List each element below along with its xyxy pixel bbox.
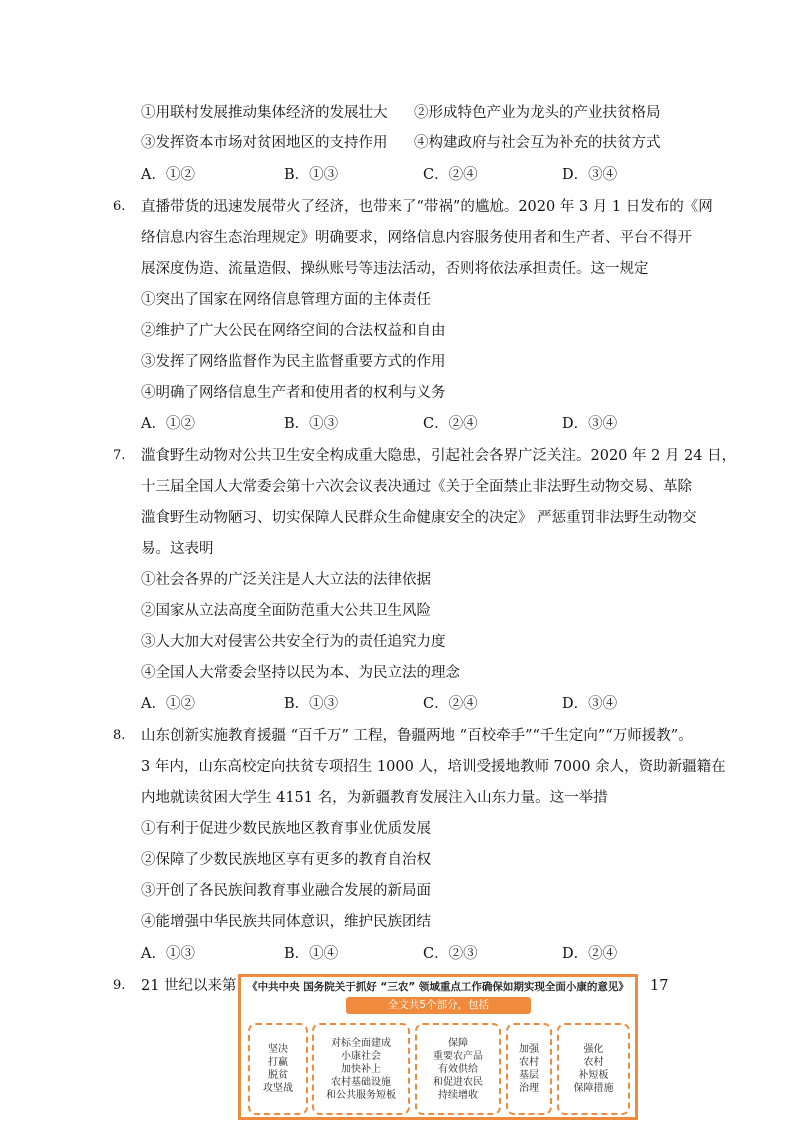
prev-choice-b[interactable]: B．①③ — [284, 167, 339, 183]
question-8-choice-b[interactable]: B．①④ — [284, 946, 339, 962]
question-8-stem-line-1: 山东创新实施教育援疆 “百千万” 工程，鲁疆两地 “百校牵手”“千生定向”“万师援教”。 — [141, 728, 693, 744]
question-8-choice-a[interactable]: A．①③ — [141, 946, 195, 962]
question-7-statement-4: ④全国人大常委会坚持以民为本、为民立法的理念 — [141, 665, 460, 681]
prev-statement-2: ②形成特色产业为龙头的产业扶贫格局 — [414, 105, 661, 121]
question-7-stem-line-4: 易。这表明 — [141, 541, 214, 557]
prev-statement-4: ④构建政府与社会互为补充的扶贫方式 — [414, 135, 661, 151]
question-7-statement-2: ②国家从立法高度全面防范重大公共卫生风险 — [141, 603, 431, 619]
question-7-statement-3: ③人大加大对侵害公共安全行为的责任追究力度 — [141, 634, 446, 650]
question-7-stem-line-2: 十三届全国人大常委会第十六次会议表决通过《关于全面禁止非法野生动物交易、革除 — [141, 479, 692, 495]
question-6-number: 6. — [113, 199, 126, 214]
question-8-choice-c[interactable]: C．②③ — [423, 946, 478, 962]
prev-choice-d[interactable]: D．③④ — [562, 167, 618, 183]
question-6-statement-4: ④明确了网络信息生产者和使用者的权利与义务 — [141, 385, 446, 401]
question-7-choice-a[interactable]: A．①② — [141, 696, 195, 712]
question-7-choice-b[interactable]: B．①③ — [284, 696, 339, 712]
question-6-statement-2: ②维护了广大公民在网络空间的合法权益和自由 — [141, 323, 446, 339]
question-8-statement-1: ①有利于促进少数民族地区教育事业优质发展 — [141, 821, 431, 837]
question-7-stem-line-1: 滥食野生动物对公共卫生安全构成重大隐患，引起社会各界广泛关注。2020 年 2 月 24 日， — [141, 448, 737, 464]
question-7-choice-c[interactable]: C．②④ — [423, 696, 478, 712]
question-6-choice-b[interactable]: B．①③ — [284, 416, 339, 432]
question-9-number: 9. — [113, 978, 126, 993]
question-8-choice-d[interactable]: D．②④ — [562, 946, 618, 962]
question-9-tail-text: 17 — [650, 978, 669, 994]
question-7-stem-line-3: 滥食野生动物陋习、切实保障人民群众生命健康安全的决定》 严惩重罚非法野生动物交 — [141, 510, 697, 526]
prev-statement-1: ①用联村发展推动集体经济的发展壮大 — [141, 105, 388, 121]
prev-choice-a[interactable]: A．①② — [141, 167, 195, 183]
question-8-statement-3: ③开创了各民族间教育事业融合发展的新局面 — [141, 883, 431, 899]
figure-box-2: 对标全面建成 小康社会 加快补上 农村基础设施 和公共服务短板 — [312, 1023, 410, 1115]
question-7-statement-1: ①社会各界的广泛关注是人大立法的法律依据 — [141, 572, 431, 588]
figure-box-3: 保障 重要农产品 有效供给 和促进农民 持续增收 — [415, 1023, 501, 1115]
prev-choice-c[interactable]: C．②④ — [423, 167, 478, 183]
question-6-stem-line-1: 直播带货的迅速发展带火了经济，也带来了“带祸”的尴尬。2020 年 3 月 1 日发布的《网 — [141, 199, 713, 215]
question-6-stem-line-2: 络信息内容生态治理规定》明确要求，网络信息内容服务使用者和生产者、平台不得开 — [141, 230, 692, 246]
question-6-statement-3: ③发挥了网络监督作为民主监督重要方式的作用 — [141, 354, 446, 370]
question-8-statement-4: ④能增强中华民族共同体意识，维护民族团结 — [141, 914, 431, 930]
figure-title: 《中共中央 国务院关于抓好 “三农” 领域重点工作确保如期实现全面小康的意见》 — [247, 981, 629, 993]
question-8-number: 8. — [113, 728, 126, 743]
question-6-choice-c[interactable]: C．②④ — [423, 416, 478, 432]
question-6-statement-1: ①突出了国家在网络信息管理方面的主体责任 — [141, 292, 431, 308]
question-7-number: 7. — [113, 448, 126, 463]
figure-banner: 全文共5个部分，包括 — [346, 997, 531, 1014]
question-8-stem-line-2: 3 年内，山东高校定向扶贫专项招生 1000 人，培训受援地教师 7000 余人，资助新疆籍在 — [141, 759, 726, 775]
prev-statement-3: ③发挥资本市场对贫困地区的支持作用 — [141, 135, 388, 151]
question-6-stem-line-3: 展深度伪造、流量造假、操纵账号等违法活动，否则将依法承担责任。这一规定 — [141, 261, 649, 277]
figure-box-4: 加强 农村 基层 治理 — [506, 1023, 552, 1115]
question-6-choice-d[interactable]: D．③④ — [562, 416, 618, 432]
question-7-choice-d[interactable]: D．③④ — [562, 696, 618, 712]
question-6-choice-a[interactable]: A．①② — [141, 416, 195, 432]
question-9-lead-text: 21 世纪以来第 — [141, 978, 237, 994]
question-8-stem-line-3: 内地就读贫困大学生 4151 名，为新疆教育发展注入山东力量。这一举措 — [141, 790, 608, 806]
figure-box-5: 强化 农村 补短板 保障措施 — [557, 1023, 630, 1115]
figure-box-1: 坚决 打赢 脱贫 攻坚战 — [248, 1023, 308, 1115]
policy-figure — [238, 974, 638, 1120]
question-8-statement-2: ②保障了少数民族地区享有更多的教育自治权 — [141, 852, 431, 868]
